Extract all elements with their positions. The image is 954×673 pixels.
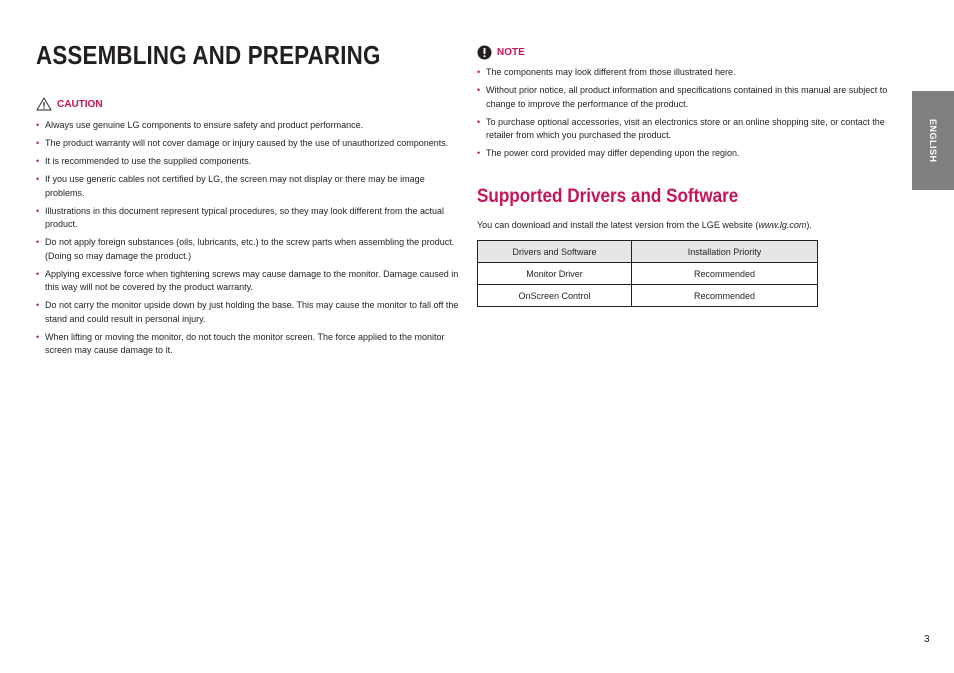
bullet-icon: • (477, 67, 481, 77)
table-header-row (478, 241, 818, 263)
caution-item-text: If you use generic cables not certified by LG, the screen may not display or there may be image problems. (45, 174, 425, 198)
note-list (477, 66, 901, 165)
bullet-icon: • (36, 205, 40, 216)
bullet-icon: • (36, 138, 40, 148)
caution-label-row (36, 97, 103, 111)
drivers-table (477, 240, 818, 307)
language-label: ENGLISH (928, 118, 938, 163)
table-row (478, 285, 818, 307)
bullet-icon: • (36, 156, 40, 166)
exclamation-circle-icon (477, 45, 492, 60)
caution-item (36, 155, 460, 169)
intro-prefix: You can download and install the latest version from the LGE website ( (477, 220, 759, 230)
bullet-icon: • (36, 268, 40, 279)
section-title-drivers: Supported Drivers and Software (477, 186, 739, 207)
bullet-icon: • (477, 85, 481, 95)
page-title: ASSEMBLING AND PREPARING (36, 40, 381, 70)
caution-item-text: The product warranty will not cover damage or injury caused by the use of unauthorized components. (45, 138, 449, 148)
note-label: NOTE (497, 47, 525, 58)
table-cell: Recommended (632, 263, 818, 285)
caution-item-text: Do not apply foreign substances (oils, lubricants, etc.) to the screw parts when assembling the product. (Doing so may damage the product.) (45, 237, 455, 261)
note-item-text: Without prior notice, all product information and specifications contained in this manual are subject to change to improve the performance of the product. (486, 85, 888, 109)
caution-list (36, 119, 460, 362)
bullet-icon: • (36, 331, 40, 342)
caution-label: CAUTION (57, 98, 103, 110)
note-item-text: The power cord provided may differ depending upon the region. (486, 148, 740, 158)
note-item (477, 66, 901, 80)
note-item-text: To purchase optional accessories, visit an electronics store or an online shopping site, or contact the retailer from which you purchased the product. (486, 116, 885, 140)
note-item (477, 116, 901, 143)
caution-item (36, 236, 460, 263)
caution-item (36, 137, 460, 151)
bullet-icon: • (36, 174, 40, 184)
bullet-icon: • (36, 300, 40, 310)
bullet-icon: • (36, 120, 40, 130)
bullet-icon: • (36, 237, 40, 247)
lg-website-link[interactable]: www.lg.com (758, 220, 807, 230)
caution-item-text: When lifting or moving the monitor, do not touch the monitor screen. The force applied to the monitor screen may cause damage to it. (45, 331, 445, 355)
caution-item (36, 205, 460, 232)
table-cell: OnScreen Control (478, 285, 632, 307)
note-item-text: The components may look different from those illustrated here. (486, 67, 736, 77)
warning-triangle-icon (36, 97, 52, 111)
caution-item (36, 119, 460, 133)
note-item (477, 147, 901, 161)
drivers-intro (477, 220, 812, 230)
table-header-cell: Installation Priority (632, 241, 818, 263)
caution-item (36, 299, 460, 326)
table-header-cell: Drivers and Software (478, 241, 632, 263)
table-row (478, 263, 818, 285)
intro-suffix: ). (806, 220, 812, 230)
language-side-tab (912, 91, 954, 190)
caution-item-text: It is recommended to use the supplied components. (45, 156, 252, 166)
caution-item-text: Do not carry the monitor upside down by just holding the base. This may cause the monitor to fall off the stand and could result in personal injury. (45, 300, 459, 324)
note-item (477, 84, 901, 111)
page-number: 3 (924, 634, 930, 645)
caution-item-text: Always use genuine LG components to ensure safety and product performance. (45, 120, 364, 130)
table-cell: Recommended (632, 285, 818, 307)
caution-item (36, 173, 460, 200)
note-label-row (477, 45, 525, 60)
caution-item-text: Applying excessive force when tightening screws may cause damage to the monitor. Damage caused in this way will not be covered by the product warranty. (45, 268, 459, 292)
table-cell: Monitor Driver (478, 263, 632, 285)
caution-item (36, 331, 460, 358)
caution-item (36, 268, 460, 295)
caution-item-text: Illustrations in this document represent typical procedures, so they may look different from the actual product. (45, 205, 445, 229)
bullet-icon: • (477, 148, 481, 158)
bullet-icon: • (477, 116, 481, 127)
